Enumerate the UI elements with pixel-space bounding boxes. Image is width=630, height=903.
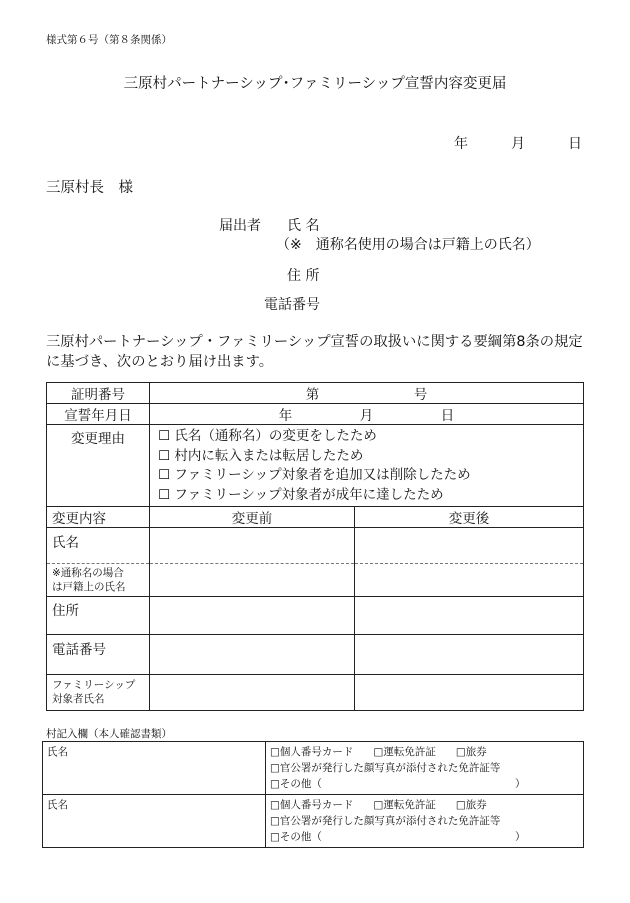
alias-row-label-line1: ※通称名の場合	[52, 567, 124, 579]
change-form-table	[46, 382, 584, 711]
alias-row-label	[47, 564, 150, 597]
alias-note: （※ 通称名使用の場合は戸籍上の氏名）	[276, 237, 540, 253]
cert-number-row	[47, 383, 584, 404]
reason-label: 変更理由	[47, 425, 150, 507]
date-year-label: 年	[454, 136, 468, 152]
other-close-paren-2: ）	[515, 831, 526, 843]
name-row-label: 氏名	[47, 528, 150, 564]
other-checkbox-1[interactable]: □その他（	[270, 778, 322, 790]
reason-row	[47, 425, 584, 507]
village-row-1-options	[266, 742, 584, 795]
family-row	[47, 675, 584, 711]
other-close-paren-1: ）	[515, 778, 526, 790]
reason-family-member-checkbox[interactable]: ☐ ファミリーシップ対象者を追加又は削除したため	[158, 467, 471, 483]
after-label: 変更後	[355, 507, 584, 528]
family-after-field[interactable]	[355, 675, 584, 711]
address-row-label: 住所	[47, 597, 150, 635]
reason-options	[150, 425, 584, 507]
family-row-label-line1: ファミリーシップ	[52, 679, 136, 691]
address-label: 住 所	[287, 268, 320, 284]
other-checkbox-2[interactable]: □その他（	[270, 831, 322, 843]
family-before-field[interactable]	[150, 675, 355, 711]
drivers-license-checkbox-1[interactable]: □運転免許証	[373, 746, 436, 758]
name-row	[47, 528, 584, 564]
form-number: 様式第６号（第８条関係）	[46, 34, 172, 46]
alias-before-field[interactable]	[150, 564, 355, 597]
photo-id-checkbox-1[interactable]: □官公署が発行した顔写真が添付された免許証等	[270, 762, 501, 774]
date-month-label: 月	[511, 136, 525, 152]
alias-after-field[interactable]	[355, 564, 584, 597]
reason-name-change-checkbox[interactable]: ☐ 氏名（通称名）の変更をしたため	[158, 428, 377, 444]
intro-text: 三原村パートナーシップ・ファミリーシップ宣誓の取扱いに関する要綱第8条の規定に基づき、次のとおり届け出ます。	[46, 334, 583, 370]
address-row	[47, 597, 584, 635]
passport-checkbox-1[interactable]: □旅券	[455, 746, 487, 758]
village-row-2	[43, 795, 584, 848]
alias-row	[47, 564, 584, 597]
phone-label: 電話番号	[264, 297, 320, 313]
village-row-1-name-label: 氏名	[43, 742, 266, 795]
oath-date-row	[47, 404, 584, 425]
date-day-label: 日	[568, 136, 582, 152]
photo-id-checkbox-2[interactable]: □官公署が発行した顔写真が添付された免許証等	[270, 815, 501, 827]
mynumber-card-checkbox-1[interactable]: □個人番号カード	[270, 746, 354, 758]
village-row-2-options	[266, 795, 584, 848]
address-after-field[interactable]	[355, 597, 584, 635]
village-row-1	[43, 742, 584, 795]
alias-row-label-line2: は戸籍上の氏名	[52, 581, 126, 593]
passport-checkbox-2[interactable]: □旅券	[455, 799, 487, 811]
village-section-label: 村記入欄（本人確認書類）	[46, 728, 172, 740]
family-row-label-line2: 対象者氏名	[52, 693, 105, 705]
mynumber-card-checkbox-2[interactable]: □個人番号カード	[270, 799, 354, 811]
drivers-license-checkbox-2[interactable]: □運転免許証	[373, 799, 436, 811]
phone-after-field[interactable]	[355, 635, 584, 675]
cert-number-label: 証明番号	[47, 383, 150, 404]
name-after-field[interactable]	[355, 528, 584, 564]
family-row-label	[47, 675, 150, 711]
addressee: 三原村長 様	[46, 180, 133, 196]
content-header-row	[47, 507, 584, 528]
village-row-2-name-label: 氏名	[43, 795, 266, 848]
phone-row-label: 電話番号	[47, 635, 150, 675]
reason-adult-checkbox[interactable]: ☐ ファミリーシップ対象者が成年に達したため	[158, 486, 444, 503]
cert-number-field[interactable]: 第 号	[150, 383, 584, 404]
address-before-field[interactable]	[150, 597, 355, 635]
name-label: 氏 名	[287, 218, 320, 234]
before-label: 変更前	[150, 507, 355, 528]
content-label: 変更内容	[47, 507, 150, 528]
document-title: 三原村パートナーシップ･ファミリーシップ宣誓内容変更届	[123, 76, 507, 92]
phone-before-field[interactable]	[150, 635, 355, 675]
oath-date-field[interactable]: 年 月 日	[150, 404, 584, 425]
phone-row	[47, 635, 584, 675]
name-before-field[interactable]	[150, 528, 355, 564]
reason-move-checkbox[interactable]: ☐ 村内に転入または転居したため	[158, 447, 364, 464]
village-id-table	[42, 741, 584, 848]
oath-date-label: 宣誓年月日	[47, 404, 150, 425]
submitter-label: 届出者	[219, 218, 261, 234]
